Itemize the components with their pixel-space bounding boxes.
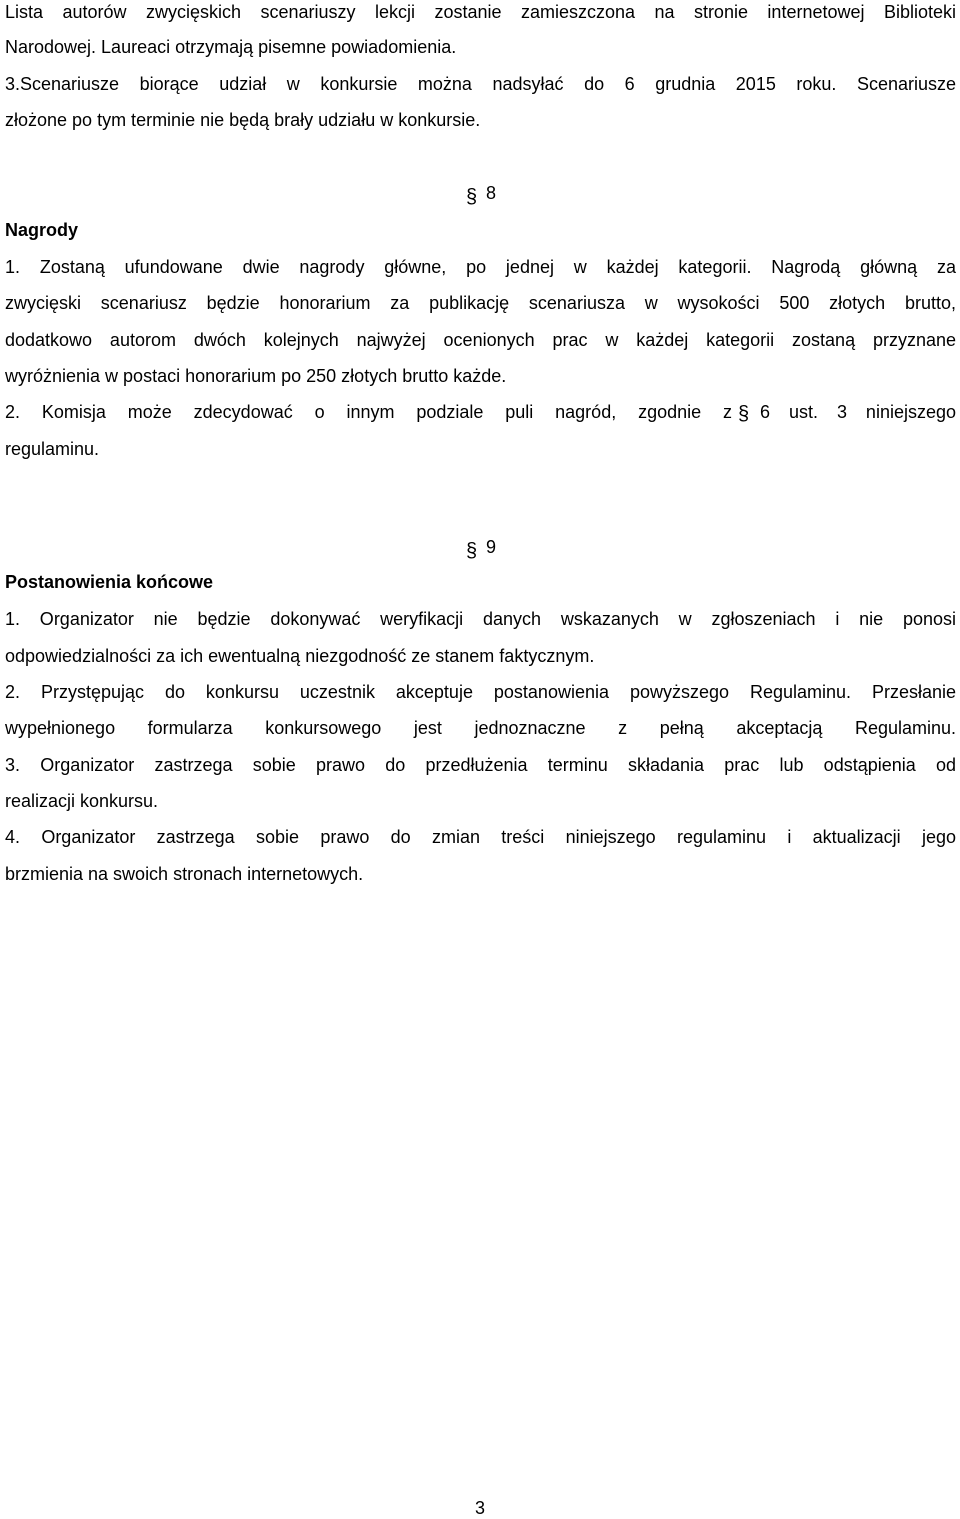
section-number: 8	[486, 183, 497, 203]
section-9-line-2: odpowiedzialności za ich ewentualną niezgodność ze stanem faktycznym.	[5, 646, 595, 666]
section-number: 9	[486, 537, 497, 557]
intro-line-2: Narodowej. Laureaci otrzymają pisemne powiadomienia.	[5, 37, 457, 57]
section-8-line-3: dodatkowo autorom dwóch kolejnych najwyżej ocenionych prac w każdej kategorii zostaną przyznane	[5, 330, 956, 350]
section-heading: Postanowienia końcowe	[5, 572, 214, 592]
section-9-line-4: wypełnionego formularza konkursowego jest jednoznaczne z pełną akceptacją Regulaminu.	[5, 718, 956, 738]
section-9-line-6: realizacji konkursu.	[5, 791, 159, 811]
section-8-line-1: 1. Zostaną ufundowane dwie nagrody główne, po jednej w każdej kategorii. Nagrodą główną za	[5, 257, 956, 277]
intro-line-4: złożone po tym terminie nie będą brały udziału w konkursie.	[5, 110, 481, 130]
section-9-line-8: brzmienia na swoich stronach internetowych.	[5, 864, 364, 884]
section-9-line-5: 3. Organizator zastrzega sobie prawo do przedłużenia terminu składania prac lub odstąpienia od	[5, 755, 956, 775]
section-8-line-5-cont: 6 ust. 3 niniejszego	[760, 402, 956, 422]
section-sign-icon: §	[738, 403, 750, 425]
section-8-line-6: regulaminu.	[5, 439, 100, 459]
section-heading: Nagrody	[5, 220, 79, 240]
page-number: 3	[474, 1498, 485, 1518]
section-9-line-7: 4. Organizator zastrzega sobie prawo do zmian treści niniejszego regulaminu i aktualizacji jego	[5, 827, 956, 847]
section-8-line-4: wyróżnienia w postaci honorarium po 250 złotych brutto każde.	[5, 366, 507, 386]
section-9-line-1: 1. Organizator nie będzie dokonywać weryfikacji danych wskazanych w zgłoszeniach i nie ponosi	[5, 609, 956, 629]
section-9-line-3: 2. Przystępując do konkursu uczestnik akceptuje postanowienia powyższego Regulaminu. Przesłanie	[5, 682, 956, 702]
section-sign-icon: §	[466, 540, 478, 562]
intro-line-3: 3.Scenariusze biorące udział w konkursie można nadsyłać do 6 grudnia 2015 roku. Scenariusze	[5, 74, 956, 94]
section-8-line-2: zwycięski scenariusz będzie honorarium za publikację scenariusza w wysokości 500 złotych brutto,	[5, 293, 956, 313]
intro-line-1: Lista autorów zwycięskich scenariuszy lekcji zostanie zamieszczona na stronie internetowej Biblioteki	[5, 2, 956, 22]
section-sign-icon: §	[466, 186, 478, 208]
section-8-line-5: 2. Komisja może zdecydować o innym podziale puli nagród, zgodnie z	[5, 402, 732, 422]
